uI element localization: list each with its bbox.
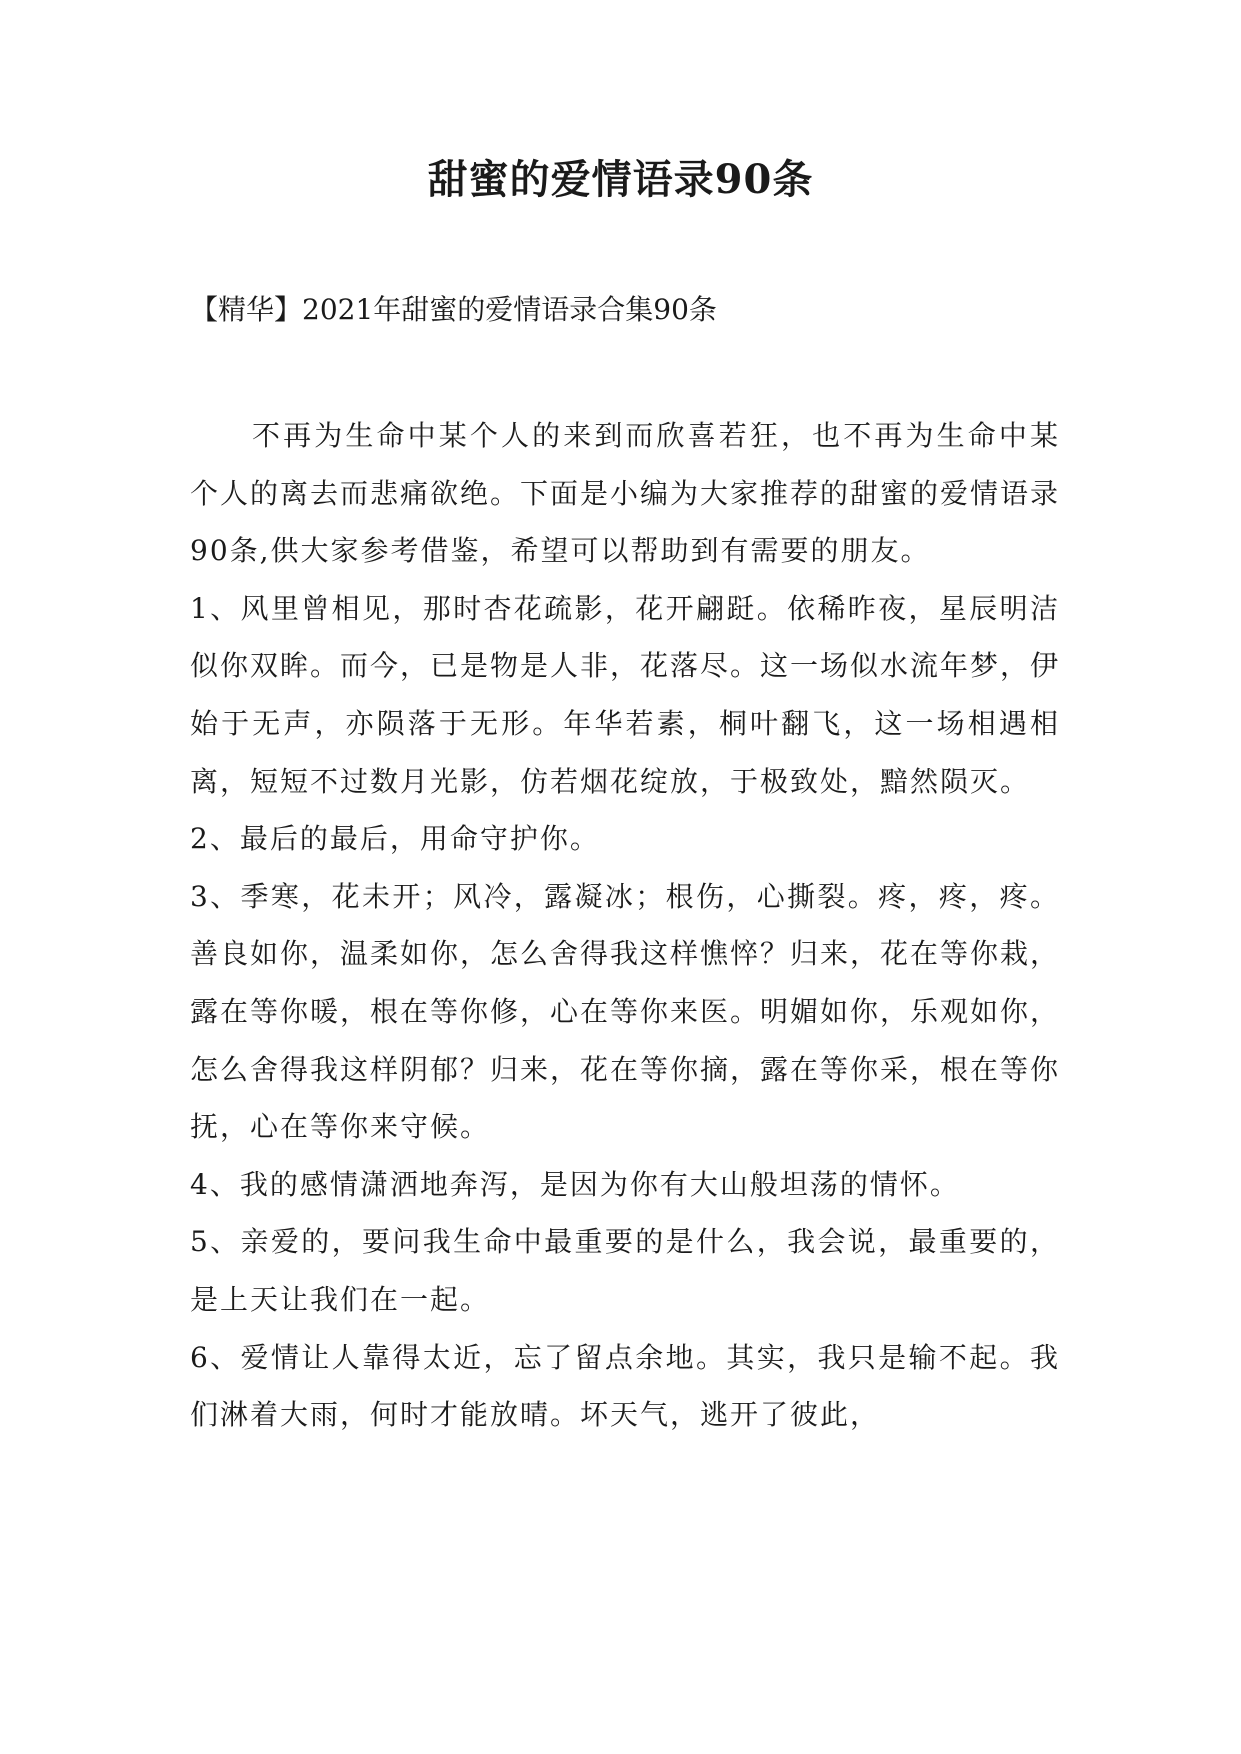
quote-item-1: 1、风里曾相见，那时杏花疏影，花开翩跹。依稀昨夜，星辰明洁似你双眸。而今，已是物是人非，花落尽。这一场似水流年梦，伊始于无声，亦陨落于无形。年华若素，桐叶翻飞，这一场相遇相离，短短不过数月光影，仿若烟花绽放，于极致处，黯然陨灭。 [190,591,1061,798]
document-body [190,407,1060,1444]
quote-item-2: 2、最后的最后，用命守护你。 [190,822,600,856]
quote-item-6: 6、爱情让人靠得太近，忘了留点余地。其实，我只是输不起。我们淋着大雨，何时才能放晴。坏天气，逃开了彼此， [190,1340,1060,1432]
quote-item-5: 5、亲爱的，要问我生命中最重要的是什么，我会说，最重要的，是上天让我们在一起。 [190,1225,1060,1316]
intro-paragraph: 不再为生命中某个人的来到而欣喜若狂，也不再为生命中某个人的离去而悲痛欲绝。下面是小编为大家推荐的甜蜜的爱情语录90条,供大家参考借鉴，希望可以帮助到有需要的朋友。 [190,419,1061,568]
document-title: 甜蜜的爱情语录90条 [427,156,814,203]
quote-item-3: 3、季寒，花未开；风冷，露凝冰；根伤，心撕裂。疼，疼，疼。善良如你，温柔如你，怎么舍得我这样憔悴？归来，花在等你栽，露在等你暖，根在等你修，心在等你来医。明媚如你，乐观如你，怎么舍得我这样阴郁？归来，花在等你摘，露在等你采，根在等你抚，心在等你来守候。 [190,879,1061,1144]
quote-item-4: 4、我的感情潇洒地奔泻，是因为你有大山般坦荡的情怀。 [190,1167,960,1201]
document-subtitle: 【精华】2021年甜蜜的爱情语录合集90条 [190,293,717,326]
